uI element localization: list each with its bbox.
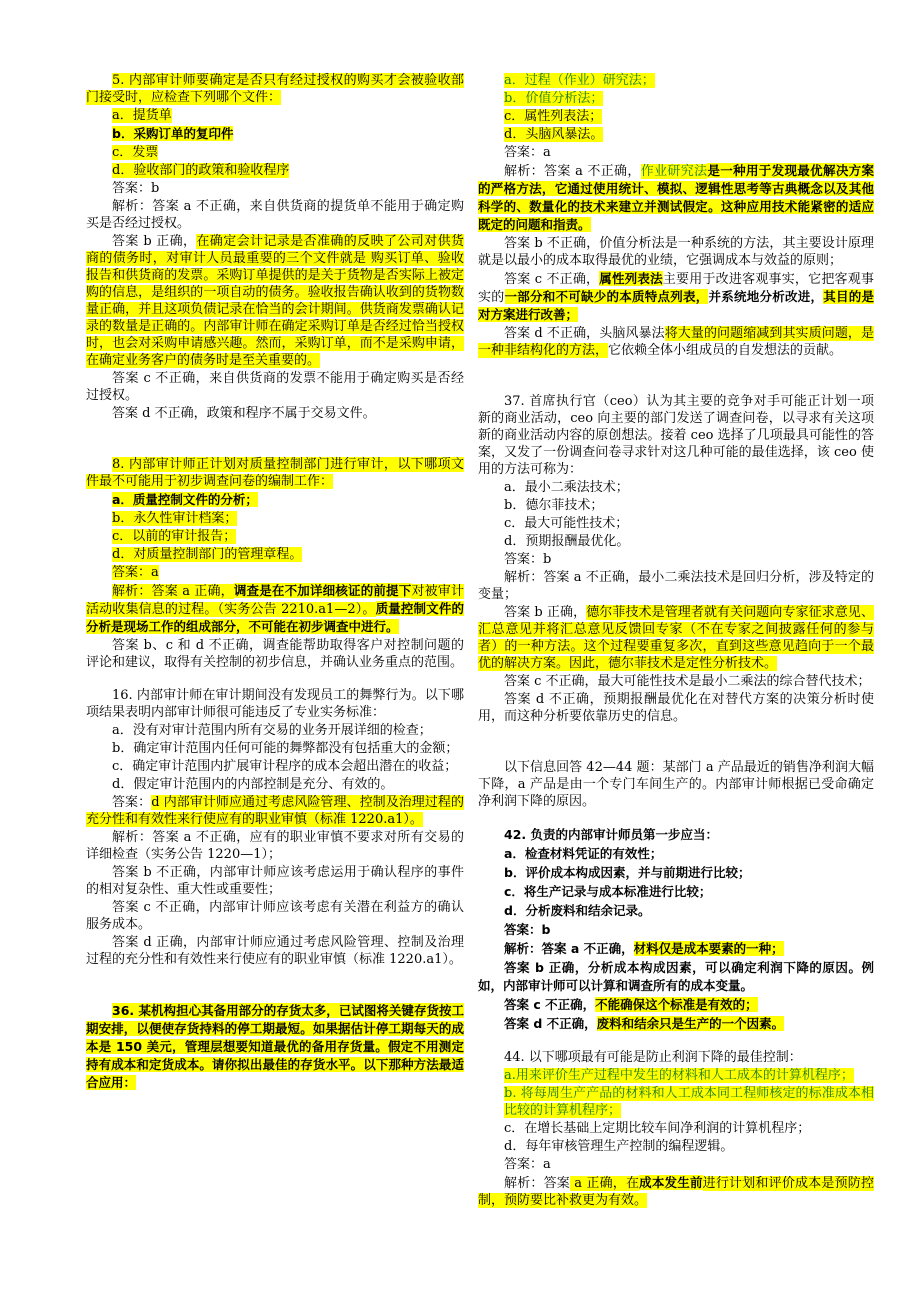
q37-explain-b: 答案 b 正确，德尔菲技术是管理者就有关问题向专家征求意见、汇总意见并将汇总意见反馈回专家（不在专家之间披露任何的参与者）的一种方法。这个过程要重复多次，直到这些意见趋向于一个最优的解决方案。因此，德尔菲技术是定性分析技术。 (478, 605, 874, 671)
q42-explain-b: 答案 b 正确，分析成本构成因素，可以确定利润下降的原因。例如，内部审计师可以计算和调查所有的成本变量。 (478, 960, 874, 993)
question-42-stem: 42. 负责的内部审计师员第一步应当： (504, 827, 718, 842)
q8-option-c: c．以前的审计报告； (112, 529, 237, 544)
q37-answer: 答案：b (504, 552, 552, 567)
intro-42-44: 以下信息回答 42—44 题：某部门 a 产品最近的销售净利润大幅下降，a 产品是由一个专门车间生产的。内部审计师根据已受命确定净利润下降的原因。 (478, 760, 874, 809)
q36-answer: 答案：a (504, 145, 551, 160)
q16-option-d: d．假定审计范围内的内部控制是充分、有效的。 (112, 777, 394, 792)
q5-option-b: b．采购订单的复印件 (112, 126, 234, 141)
q44-option-d: d．每年审核管理生产控制的编程逻辑。 (504, 1139, 734, 1154)
q16-explain-a: 解析：答案 a 不正确，应有的职业审慎不要求对所有交易的详细检查（实务公告 1220—1）； (86, 830, 464, 862)
q44-option-b: b. 将每周生产产品的材料和人工成本同工程师核定的标准成本相比较的计算机程序； (504, 1086, 874, 1118)
q16-explain-b: 答案 b 不正确，内部审计师应该考虑运用于确认程序的事件的相对复杂性、重大性或重要性； (86, 865, 464, 897)
q5-option-c: c．发票 (112, 145, 159, 160)
q5-option-a: a．提货单 (112, 108, 172, 123)
q37-option-b: b．德尔菲技术； (504, 498, 604, 513)
q36-option-b: b．价值分析法； (504, 91, 604, 106)
q42-answer: 答案：b (504, 922, 551, 937)
q42-explain-a: 解析：答案 a 不正确，材料仅是成本要素的一种； (504, 941, 784, 956)
q37-explain-a: 解析：答案 a 不正确，最小二乘法技术是回归分析，涉及特定的变量； (478, 570, 874, 602)
q5-explain-d: 答案 d 不正确，政策和程序不属于交易文件。 (112, 406, 376, 421)
q5-answer: 答案：b (112, 181, 160, 196)
q16-explain-d: 答案 d 正确，内部审计师应通过考虑风险管理、控制及治理过程的充分性和有效性来行使应有的职业审慎（标准 1220.a1）。 (86, 935, 464, 967)
q36-option-a: a．过程（作业）研究法； (504, 73, 655, 88)
q42-explain-d: 答案 d 不正确，废料和结余只是生产的一个因素。 (504, 1016, 785, 1031)
question-44-stem: 44. 以下哪项最有可能是防止利润下降的最佳控制： (504, 1050, 802, 1065)
q5-explain-c: 答案 c 不正确，来自供货商的发票不能用于确定购买是否经过授权。 (86, 371, 464, 403)
q36-explain-d: 答案 d 不正确，头脑风暴法将大量的问题缩减到其实质问题，是一种非结构化的方法，它依赖全体小组成员的自发想法的贡献。 (478, 326, 874, 358)
q44-option-a: a.用来评价生产过程中发生的材料和人工成本的计算机程序； (504, 1068, 854, 1083)
q16-answer: 答案：d 内部审计师应通过考虑风险管理、控制及治理过程的充分性和有效性来行使应有的职业审慎（标准 1220.a1）。 (86, 795, 464, 827)
q16-explain-c: 答案 c 不正确，内部审计师应该考虑有关潜在利益方的确认服务成本。 (86, 900, 464, 932)
question-8-stem: 8. 内部审计师正计划对质量控制部门进行审计，以下哪项文件最不可能用于初步调查问卷的编制工作： (86, 457, 464, 489)
q8-option-b: b．永久性审计档案； (112, 511, 238, 526)
q5-explain-b: 答案 b 正确，在确定会计记录是否准确的反映了公司对供货商的债务时，对审计人员最重要的三个文件就是 购买订单、验收报告和供货商的发票。采购订单提供的是关于货物是否实际上被定购的信息，是组织的一项自动的债务。验收报告确认收到的货物数量正确，并且这项负债记录在恰当的会计期间。供货商发票确认记录的数量是正确的。内部审计师在确定采购订单是否经过恰当授权时，也会对采购申请感兴趣。然而，采购订单，而不是采购申请，在确定业务客户的债务时是至关重要的。 (86, 234, 464, 368)
q42-option-d: d．分析废料和结余记录。 (504, 903, 651, 918)
q16-option-b: b．确定审计范围内任何可能的舞弊都没有包括重大的金额； (112, 741, 459, 756)
q8-explain-bcd: 答案 b、c 和 d 不正确，调查能帮助取得客户对控制问题的评论和建议，取得有关控制的初步信息，并确认业务重点的范围。 (86, 638, 464, 670)
q16-option-c: c．确定审计范围内扩展审计程序的成本会超出潜在的收益； (112, 759, 458, 774)
q8-option-d: d．对质量控制部门的管理章程。 (112, 547, 303, 562)
question-37-stem: 37. 首席执行官（ceo）认为其主要的竞争对手可能正计划一项新的商业活动，ceo 向主要的部门发送了调查问卷，以寻求有关这项新的商业活动内容的原创想法。接着 ceo 选择了几项最具可能性的答案，又发了一份调查问卷寻求针对这几种可能的最佳选择，该 ceo 使用的方法可称为： (478, 394, 874, 477)
right-column (478, 72, 874, 1210)
q42-explain-c: 答案 c 不正确，不能确保这个标准是有效的； (504, 997, 758, 1012)
q37-option-a: a．最小二乘法技术； (504, 480, 629, 495)
question-16-stem: 16. 内部审计师在审计期间没有发现员工的舞弊行为。以下哪项结果表明内部审计师很可能违反了专业实务标准： (86, 688, 464, 720)
q8-explain-a: 解析：答案 a 正确，调查是在不加详细核证的前提下对被审计活动收集信息的过程。（实务公告 2210.a1—2）。质量控制文件的分析是现场工作的组成部分，不可能在初步调查中进行。 (86, 583, 464, 634)
q36-option-d: d．头脑风暴法。 (504, 127, 604, 142)
question-5-stem: 5. 内部审计师要确定是否只有经过授权的购买才会被验收部门接受时，应检查下列哪个文件： (86, 73, 464, 105)
q44-option-c: c．在增长基础上定期比较车间净利润的计算机程序； (504, 1121, 811, 1136)
q36-option-c: c．属性列表法； (504, 109, 603, 124)
q5-option-d: d．验收部门的政策和验收程序 (112, 163, 290, 178)
q36-explain-a: 解析：答案 a 不正确，作业研究法是一种用于发现最优解决方案的严格方法，它通过使用统计、模拟、逻辑性思考等古典概念以及其他科学的、数量化的技术来建立并测试假定。这种应用技术能紧密的适应既定的问题和指责。 (478, 163, 874, 232)
q8-answer: 答案：a (112, 565, 159, 580)
q42-option-b: b．评价成本构成因素，并与前期进行比较； (504, 865, 751, 880)
q37-option-c: c．最大可能性技术； (504, 516, 629, 531)
q37-option-d: d．预期报酬最优化。 (504, 534, 630, 549)
q44-answer: 答案：a (504, 1157, 551, 1172)
q44-explain: 解析：答案 a 正确，在成本发生前进行计划和评价成本是预防控制，预防要比补救更为有效。 (478, 1175, 874, 1208)
q8-option-a: a．质量控制文件的分析； (112, 492, 258, 507)
q37-explain-c: 答案 c 不正确，最大可能性技术是最小二乘法的综合替代技术； (504, 674, 871, 689)
q42-option-c: c．将生产记录与成本标准进行比较； (504, 884, 712, 899)
q37-explain-d: 答案 d 不正确，预期报酬最优化在对替代方案的决策分析时使用，而这种分析要依靠历史的信息。 (478, 692, 874, 724)
question-36-stem: 36. 某机构担心其备用部分的存货太多，已试图将关键存货按工期安排，以便使存货持料的停工期最短。如果据估计停工期每天的成本是 150 美元，管理层想要知道最优的备用存货量。假定不用测定持有成本和定货成本。请你拟出最佳的存货水平。以下那种方法最适合应用： (86, 1003, 464, 1090)
q5-explain-a: 解析：答案 a 不正确，来自供货商的提货单不能用于确定购买是否经过授权。 (86, 199, 464, 231)
left-column (86, 72, 464, 1093)
q42-option-a: a．检查材料凭证的有效性； (504, 846, 663, 861)
q36-explain-c: 答案 c 不正确，属性列表法主要用于改进客观事实，它把客观事实的一部分和不可缺少的本质特点列表，并系统地分析改进，其目的是对方案进行改善； (478, 271, 874, 322)
q16-option-a: a．没有对审计范围内所有交易的业务开展详细的检查； (112, 723, 432, 738)
q36-explain-b: 答案 b 不正确，价值分析法是一种系统的方法，其主要设计原理就是以最小的成本取得最优的业绩，它强调成本与效益的原则； (478, 236, 874, 268)
